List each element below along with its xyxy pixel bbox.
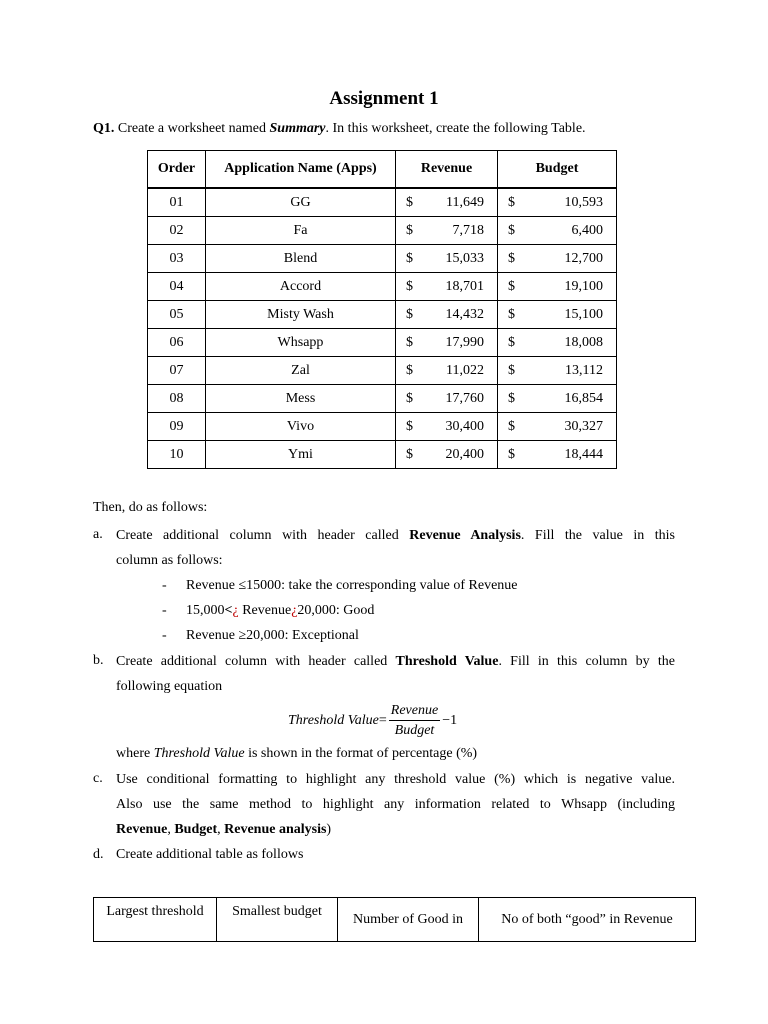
currency-symbol: $ (406, 334, 413, 350)
currency-symbol: $ (508, 194, 515, 210)
cell-order: 02 (148, 217, 206, 245)
budget-value: 10,593 (564, 194, 603, 210)
cell-budget (498, 301, 617, 329)
where-italic: Threshold Value (153, 746, 245, 761)
cell-app-name: Mess (206, 385, 396, 413)
budget-value: 16,854 (564, 390, 603, 406)
currency-symbol: $ (406, 194, 413, 210)
currency-symbol: $ (508, 306, 515, 322)
revenue-value: 14,432 (445, 306, 484, 322)
revenue-value: 7,718 (452, 222, 484, 238)
cell-revenue (396, 357, 498, 385)
threshold-formula (288, 703, 457, 739)
table-header-row (148, 151, 617, 189)
cell-revenue (396, 329, 498, 357)
formula-denominator: Budget (394, 723, 435, 738)
item-d-text: Create additional table as follows (116, 847, 304, 862)
currency-symbol: $ (406, 446, 413, 462)
dash-1: - (162, 578, 167, 593)
cell-smallest-budget: Smallest budget (217, 898, 338, 942)
revenue-value: 11,022 (446, 362, 484, 378)
where-after: is shown in the format of percentage (%) (244, 746, 478, 761)
item-a-line2: column as follows: (116, 553, 223, 568)
item-c-bold-1: Revenue (116, 822, 168, 837)
then-text: Then, do as follows: (93, 500, 208, 515)
cell-revenue (396, 385, 498, 413)
cell-budget (498, 217, 617, 245)
table-row (148, 217, 617, 245)
cell-order: 08 (148, 385, 206, 413)
sub2-part-d: Revenue (238, 603, 292, 618)
additional-table-row (94, 898, 696, 942)
sheet-name: Summary (269, 121, 326, 136)
cell-app-name: GG (206, 188, 396, 217)
cell-app-name: Zal (206, 357, 396, 385)
cell-order: 05 (148, 301, 206, 329)
cell-app-name: Accord (206, 273, 396, 301)
revenue-value: 17,760 (445, 390, 484, 406)
budget-value: 13,112 (565, 362, 603, 378)
cell-revenue (396, 301, 498, 329)
cell-order: 03 (148, 245, 206, 273)
sub-item-2 (186, 603, 374, 619)
cell-budget (498, 188, 617, 217)
item-a-text (116, 523, 675, 573)
page-title: Assignment 1 (329, 88, 439, 109)
cell-app-name: Ymi (206, 441, 396, 469)
sub-item-1: Revenue ≤15000: take the corresponding value of Revenue (186, 578, 518, 593)
cell-revenue (396, 441, 498, 469)
cell-app-name: Misty Wash (206, 301, 396, 329)
item-b-label: b. (93, 653, 104, 668)
sub2-part-b: < (224, 603, 233, 618)
currency-symbol: $ (406, 418, 413, 434)
formula-fraction (389, 703, 440, 739)
q1-text-after: . In this worksheet, create the following Table. (325, 121, 586, 136)
cell-order: 07 (148, 357, 206, 385)
item-c-bold-3: Revenue analysis (224, 822, 327, 837)
currency-symbol: $ (406, 306, 413, 322)
revenue-value: 20,400 (445, 446, 484, 462)
item-a-label: a. (93, 527, 103, 542)
revenue-value: 15,033 (445, 250, 484, 266)
table-row (148, 273, 617, 301)
currency-symbol: $ (508, 278, 515, 294)
question-1 (93, 121, 586, 137)
where-text (116, 746, 477, 762)
cell-revenue (396, 245, 498, 273)
cell-revenue (396, 273, 498, 301)
item-c-sep-1: , (167, 822, 175, 837)
cell-order: 06 (148, 329, 206, 357)
currency-symbol: $ (406, 390, 413, 406)
formula-lhs: Threshold Value (288, 713, 379, 728)
header-budget: Budget (498, 151, 617, 189)
item-b-line1-after: . Fill in this column by the (498, 654, 676, 669)
item-c-bold-2: Budget (174, 822, 218, 837)
budget-value: 19,100 (564, 278, 603, 294)
cell-budget (498, 441, 617, 469)
sub-item-3: Revenue ≥20,000: Exceptional (186, 628, 359, 643)
budget-value: 30,327 (564, 418, 603, 434)
currency-symbol: $ (508, 446, 515, 462)
cell-app-name: Whsapp (206, 329, 396, 357)
table-row (148, 245, 617, 273)
cell-revenue (396, 188, 498, 217)
apps-table (147, 150, 617, 469)
budget-value: 12,700 (564, 250, 603, 266)
table-row (148, 357, 617, 385)
header-order: Order (148, 151, 206, 189)
currency-symbol: $ (508, 390, 515, 406)
item-b-line1-before: Create additional column with header called (116, 654, 396, 669)
budget-value: 18,008 (564, 334, 603, 350)
question-label: Q1. (93, 121, 115, 136)
currency-symbol: $ (406, 362, 413, 378)
cell-budget (498, 385, 617, 413)
cell-revenue (396, 217, 498, 245)
currency-symbol: $ (406, 250, 413, 266)
item-a-line1-after: . Fill the value in this (520, 528, 676, 543)
cell-budget (498, 245, 617, 273)
item-c-text (116, 767, 675, 842)
header-revenue: Revenue (396, 151, 498, 189)
item-b-text (116, 649, 675, 699)
table-row (148, 301, 617, 329)
cell-budget (498, 413, 617, 441)
item-d-label: d. (93, 847, 104, 862)
item-c-sep-2: , (217, 822, 225, 837)
cell-no-of-both-good: No of both “good” in Revenue (479, 898, 696, 942)
currency-symbol: $ (508, 362, 515, 378)
table-row (148, 413, 617, 441)
budget-value: 15,100 (564, 306, 603, 322)
revenue-value: 18,701 (445, 278, 484, 294)
item-c-end: ) (326, 822, 332, 837)
cell-budget (498, 273, 617, 301)
table-row (148, 441, 617, 469)
item-c-line2: Also use the same method to highlight any information related to Whsapp (including (116, 797, 675, 812)
dash-2: - (162, 603, 167, 618)
header-app-name: Application Name (Apps) (206, 151, 396, 189)
budget-value: 6,400 (571, 222, 603, 238)
cell-revenue (396, 413, 498, 441)
formula-equals: = (378, 713, 387, 728)
cell-order: 01 (148, 188, 206, 217)
formula-tail: −1 (442, 713, 458, 728)
currency-symbol: $ (508, 222, 515, 238)
item-c-label: c. (93, 771, 103, 786)
cell-order: 09 (148, 413, 206, 441)
cell-largest-threshold: Largest threshold (94, 898, 217, 942)
sub2-part-f: 20,000: Good (297, 603, 375, 618)
sub2-part-a: 15,000 (186, 603, 225, 618)
sub2-part-e: ¿ (291, 603, 298, 618)
cell-budget (498, 329, 617, 357)
item-a-bold: Revenue Analysis (409, 528, 521, 543)
cell-order: 10 (148, 441, 206, 469)
cell-order: 04 (148, 273, 206, 301)
currency-symbol: $ (508, 250, 515, 266)
where-before: where (116, 746, 154, 761)
item-b-line2: following equation (116, 679, 223, 694)
dash-3: - (162, 628, 167, 643)
currency-symbol: $ (406, 278, 413, 294)
cell-number-of-good: Number of Good in (338, 898, 479, 942)
cell-app-name: Blend (206, 245, 396, 273)
currency-symbol: $ (508, 418, 515, 434)
budget-value: 18,444 (564, 446, 603, 462)
item-a-line1-before: Create additional column with header called (116, 528, 410, 543)
table-row (148, 329, 617, 357)
currency-symbol: $ (508, 334, 515, 350)
additional-table (93, 897, 696, 942)
table-row (148, 188, 617, 217)
revenue-value: 30,400 (445, 418, 484, 434)
q1-text-before: Create a worksheet named (114, 121, 270, 136)
table-body (148, 188, 617, 469)
revenue-value: 17,990 (445, 334, 484, 350)
formula-numerator: Revenue (389, 703, 440, 721)
cell-app-name: Fa (206, 217, 396, 245)
revenue-value: 11,649 (446, 194, 484, 210)
item-c-line1: Use conditional formatting to highlight any threshold value (%) which is negative value. (116, 772, 675, 787)
item-b-bold: Threshold Value (395, 654, 499, 669)
cell-budget (498, 357, 617, 385)
item-c-line3 (116, 817, 675, 842)
cell-app-name: Vivo (206, 413, 396, 441)
table-row (148, 385, 617, 413)
sub2-part-c: ¿ (232, 603, 239, 618)
currency-symbol: $ (406, 222, 413, 238)
